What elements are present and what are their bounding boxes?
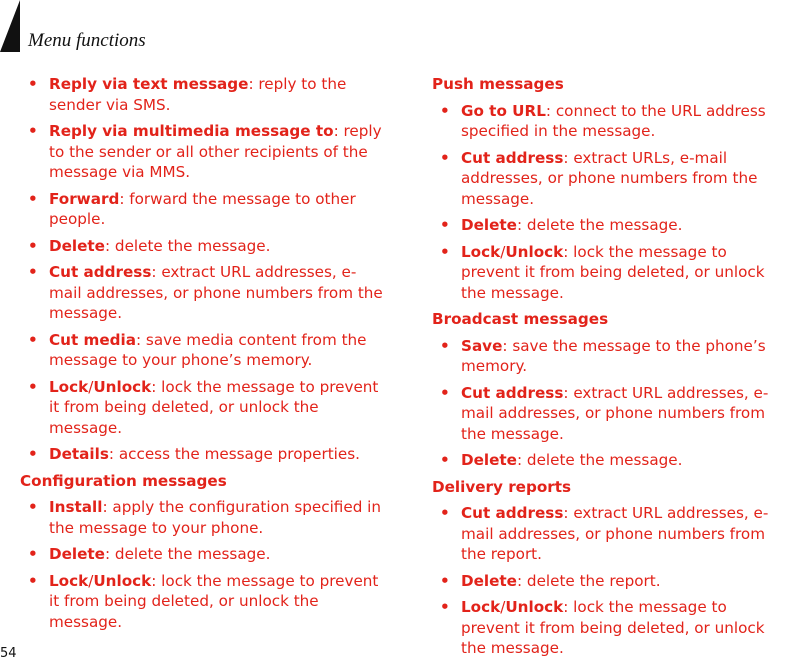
bullet-icon: • <box>440 242 450 261</box>
item-description: : extract URL addresses, e-mail addresses, or phone numbers from the report. <box>461 504 769 563</box>
list-item <box>20 74 388 115</box>
bullet-icon: • <box>28 498 38 516</box>
list-item <box>432 148 788 210</box>
list-item <box>20 444 388 465</box>
bullet-icon: • <box>440 504 450 522</box>
list-item <box>432 597 788 659</box>
item-description: : lock the message to prevent it from being deleted, or unlock the message. <box>461 598 765 657</box>
list-item <box>432 101 788 142</box>
section-heading-configuration: Configuration messages <box>20 471 227 490</box>
bullet-icon: • <box>28 189 38 208</box>
bullet-icon: • <box>440 216 450 234</box>
bullet-icon: • <box>28 75 38 93</box>
item-description: : forward the message to other people. <box>49 189 356 228</box>
list-item <box>20 544 388 565</box>
list-item <box>20 121 388 183</box>
bullet-icon: • <box>28 377 38 396</box>
list-item <box>432 242 788 304</box>
item-term-secondary: Unlock <box>505 598 564 616</box>
header-bar-graphic <box>0 0 20 52</box>
item-description: : lock the message to prevent it from being deleted, or unlock the message. <box>461 242 765 302</box>
left-column <box>20 74 388 638</box>
list-item <box>20 330 388 371</box>
item-description: : save the message to the phone’s memory. <box>461 336 766 375</box>
item-term-secondary: Unlock <box>93 377 152 396</box>
list-item <box>432 336 788 377</box>
item-term: Delete <box>461 216 517 234</box>
bullet-icon: • <box>440 336 450 355</box>
item-term-secondary: Unlock <box>93 571 152 590</box>
bullet-icon: • <box>28 445 38 463</box>
list-item <box>432 450 788 471</box>
bullet-icon: • <box>28 122 38 140</box>
item-term: Delete <box>461 451 517 469</box>
item-separator: / <box>500 598 506 616</box>
left-list-b <box>20 497 388 632</box>
item-term: Forward <box>49 189 120 208</box>
list-item <box>432 571 788 592</box>
item-description: : delete the message. <box>516 451 683 469</box>
section-heading-broadcast: Broadcast messages <box>432 310 609 328</box>
item-description: : extract URL addresses, e-mail addresses, or phone numbers from the message. <box>461 383 769 443</box>
item-term: Cut media <box>49 330 136 349</box>
item-description: : extract URLs, e-mail addresses, or phone numbers from the message. <box>461 148 758 208</box>
item-term: Cut address <box>461 504 564 522</box>
section-heading-delivery: Delivery reports <box>432 477 572 496</box>
bullet-icon: • <box>440 383 450 402</box>
section-heading-push: Push messages <box>432 75 564 93</box>
list-item <box>20 377 388 439</box>
list-item <box>20 497 388 538</box>
item-separator: / <box>500 242 506 261</box>
item-description: : extract URL addresses, e-mail addresses, or phone numbers from the message. <box>49 263 383 322</box>
list-item <box>432 383 788 445</box>
bullet-icon: • <box>28 545 38 563</box>
item-description: : delete the report. <box>516 571 661 590</box>
item-term: Cut address <box>461 383 564 402</box>
item-term: Lock <box>49 377 89 396</box>
item-description: : reply to the sender or all other recipients of the message via MMS. <box>49 122 382 181</box>
bullet-icon: • <box>28 330 38 349</box>
item-separator: / <box>88 571 94 590</box>
bullet-icon: • <box>440 101 450 120</box>
item-description: : lock the message to prevent it from being deleted, or unlock the message. <box>49 571 379 631</box>
list-item <box>432 215 788 236</box>
bullet-icon: • <box>440 571 450 590</box>
item-term: Lock <box>49 571 89 590</box>
item-term: Reply via multimedia message to <box>49 122 334 140</box>
item-description: : connect to the URL address specified in the message. <box>461 101 766 140</box>
bullet-icon: • <box>28 571 38 590</box>
item-term: Lock <box>461 242 501 261</box>
item-description: : lock the message to prevent it from being deleted, or unlock the message. <box>49 377 379 437</box>
page-number: 54 <box>0 646 17 661</box>
list-item <box>20 236 388 257</box>
item-description: : access the message properties. <box>108 445 360 463</box>
list-item <box>20 189 388 230</box>
item-term: Install <box>49 498 103 516</box>
item-description: : delete the message. <box>104 545 271 563</box>
item-description: : apply the configuration specified in the message to your phone. <box>49 498 382 537</box>
bullet-icon: • <box>28 263 38 281</box>
item-description: : delete the message. <box>104 236 271 255</box>
item-term: Lock <box>461 598 501 616</box>
item-term: Details <box>49 445 109 463</box>
item-term: Go to URL <box>461 101 546 120</box>
right-column <box>432 74 788 665</box>
item-term: Reply via text message <box>49 75 249 93</box>
item-term: Cut address <box>461 148 564 167</box>
bullet-icon: • <box>440 148 450 167</box>
item-term: Cut address <box>49 263 152 281</box>
right-list-b <box>432 336 788 471</box>
item-term: Delete <box>49 545 105 563</box>
list-item <box>20 262 388 324</box>
right-list-c <box>432 503 788 659</box>
item-term-secondary: Unlock <box>505 242 564 261</box>
bullet-icon: • <box>440 451 450 469</box>
bullet-icon: • <box>440 598 450 616</box>
item-separator: / <box>88 377 94 396</box>
item-term: Delete <box>49 236 105 255</box>
item-term: Delete <box>461 571 517 590</box>
page-header-title: Menu functions <box>28 30 146 51</box>
list-item <box>20 571 388 633</box>
item-description: : delete the message. <box>516 216 683 234</box>
right-list-a <box>432 101 788 304</box>
item-description: : save media content from the message to your phone’s memory. <box>49 330 367 369</box>
item-term: Save <box>461 336 503 355</box>
list-item <box>432 503 788 565</box>
item-description: : reply to the sender via SMS. <box>49 75 347 114</box>
bullet-icon: • <box>28 236 38 255</box>
left-list-a <box>20 74 388 465</box>
